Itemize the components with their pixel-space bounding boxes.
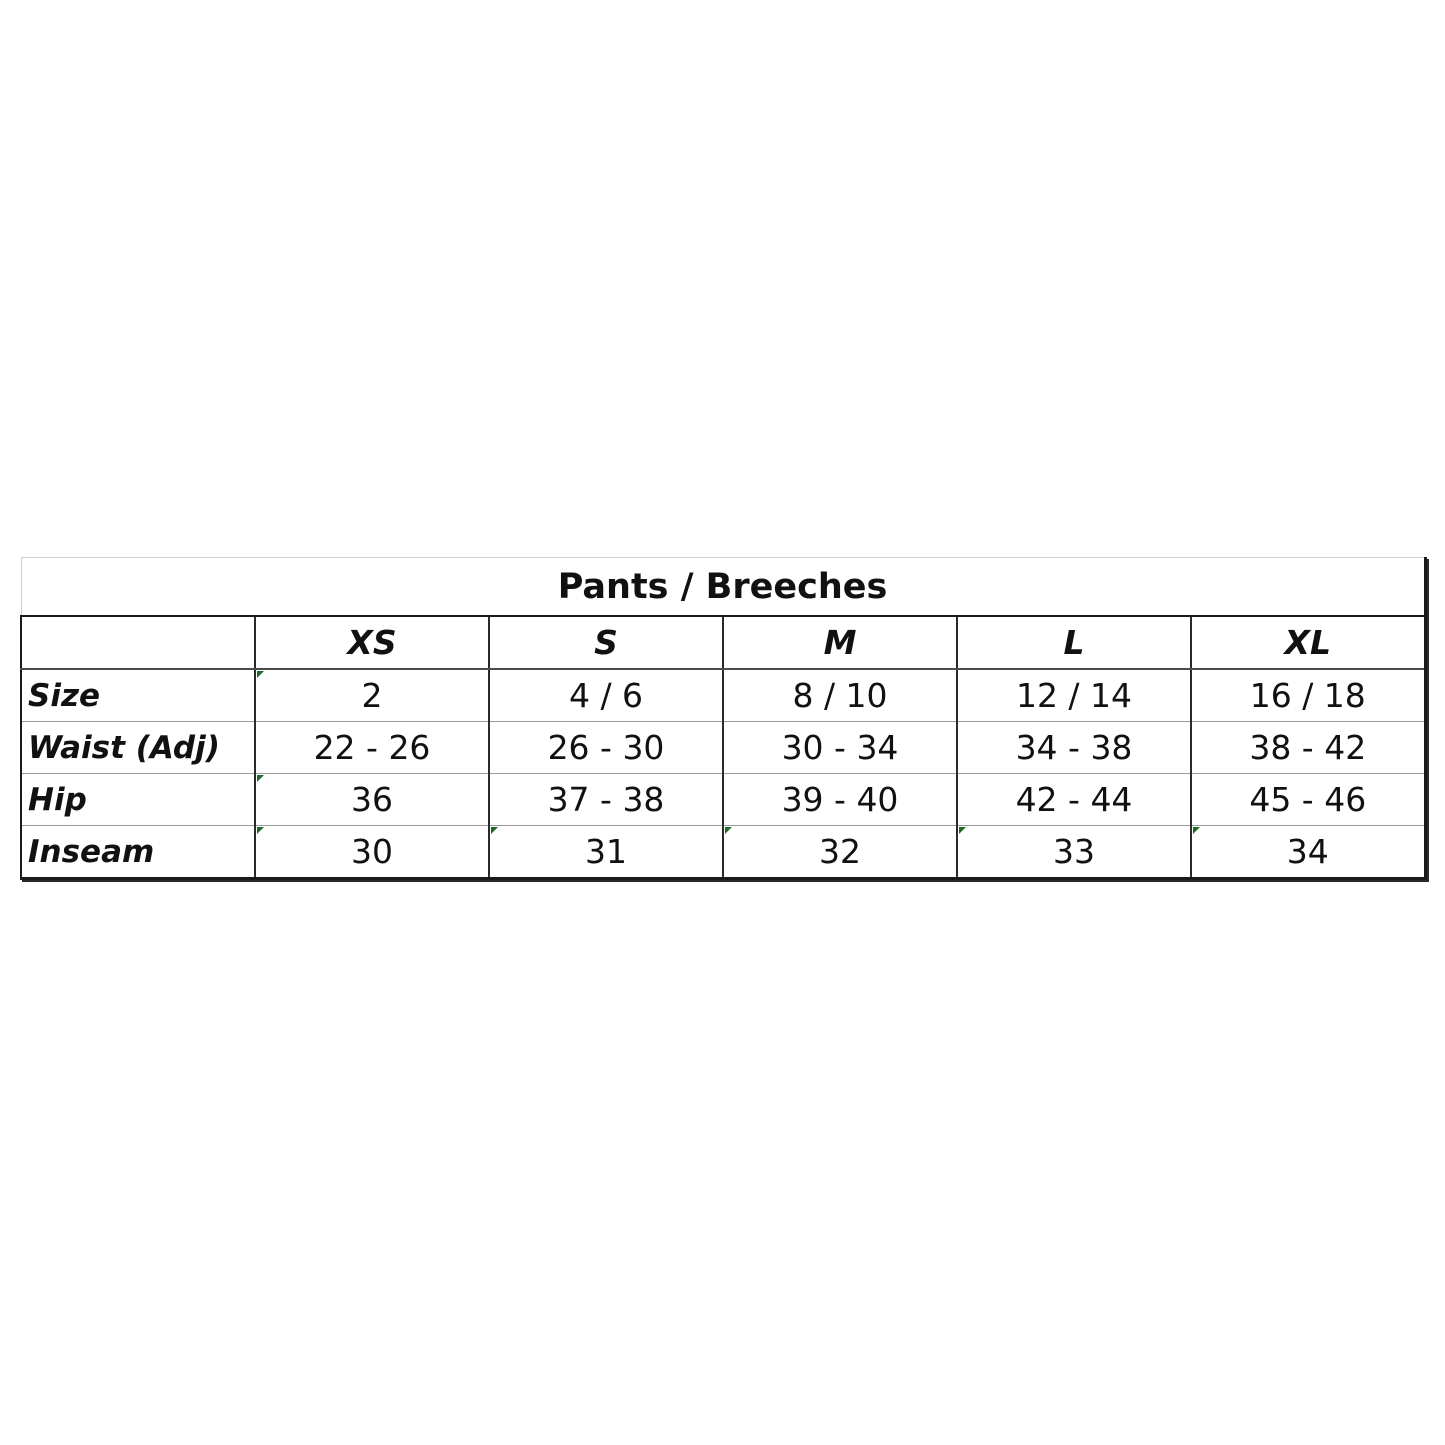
size-header-row (21, 616, 1425, 669)
size-header-l: L (957, 616, 1191, 669)
cell-waist-s: 26 - 30 (489, 722, 723, 774)
cell-marker (257, 775, 264, 782)
cell-inseam-xs (255, 826, 489, 879)
row-label-size: Size (21, 669, 255, 722)
cell-value: 31 (585, 832, 627, 871)
cell-value: 34 (1286, 832, 1329, 871)
cell-hip-s: 37 - 38 (489, 774, 723, 826)
cell-hip-m: 39 - 40 (723, 774, 957, 826)
size-table (20, 557, 1427, 880)
cell-marker (1193, 827, 1200, 834)
cell-value: 32 (819, 832, 861, 871)
header-corner-cell (21, 616, 255, 669)
cell-value: 30 (351, 832, 393, 871)
table-row-size (21, 669, 1425, 722)
table-row-inseam (21, 826, 1425, 879)
cell-size-l: 12 / 14 (957, 669, 1191, 722)
cell-value: 33 (1053, 832, 1095, 871)
cell-waist-xs: 22 - 26 (255, 722, 489, 774)
cell-size-xs (255, 669, 489, 722)
cell-hip-l: 42 - 44 (957, 774, 1191, 826)
row-label-inseam: Inseam (21, 826, 255, 879)
cell-hip-xs (255, 774, 489, 826)
size-header-xl: XL (1191, 616, 1425, 669)
cell-value: 36 (351, 780, 393, 819)
table-row-waist (21, 722, 1425, 774)
cell-inseam-m (723, 826, 957, 879)
table-title: Pants / Breeches (21, 558, 1425, 617)
cell-size-xl: 16 / 18 (1191, 669, 1425, 722)
cell-waist-m: 30 - 34 (723, 722, 957, 774)
cell-marker (257, 671, 264, 678)
cell-size-s: 4 / 6 (489, 669, 723, 722)
cell-value: 2 (361, 676, 383, 715)
row-label-waist: Waist (Adj) (21, 722, 255, 774)
cell-inseam-l (957, 826, 1191, 879)
size-header-s: S (489, 616, 723, 669)
row-label-hip: Hip (21, 774, 255, 826)
size-header-xs: XS (255, 616, 489, 669)
cell-marker (959, 827, 966, 834)
size-chart (20, 557, 1424, 880)
cell-marker (725, 827, 732, 834)
cell-waist-xl: 38 - 42 (1191, 722, 1425, 774)
cell-size-m: 8 / 10 (723, 669, 957, 722)
cell-marker (491, 827, 498, 834)
cell-marker (257, 827, 264, 834)
cell-hip-xl: 45 - 46 (1191, 774, 1425, 826)
table-row-hip (21, 774, 1425, 826)
cell-waist-l: 34 - 38 (957, 722, 1191, 774)
cell-inseam-xl (1191, 826, 1425, 879)
size-header-m: M (723, 616, 957, 669)
cell-inseam-s (489, 826, 723, 879)
